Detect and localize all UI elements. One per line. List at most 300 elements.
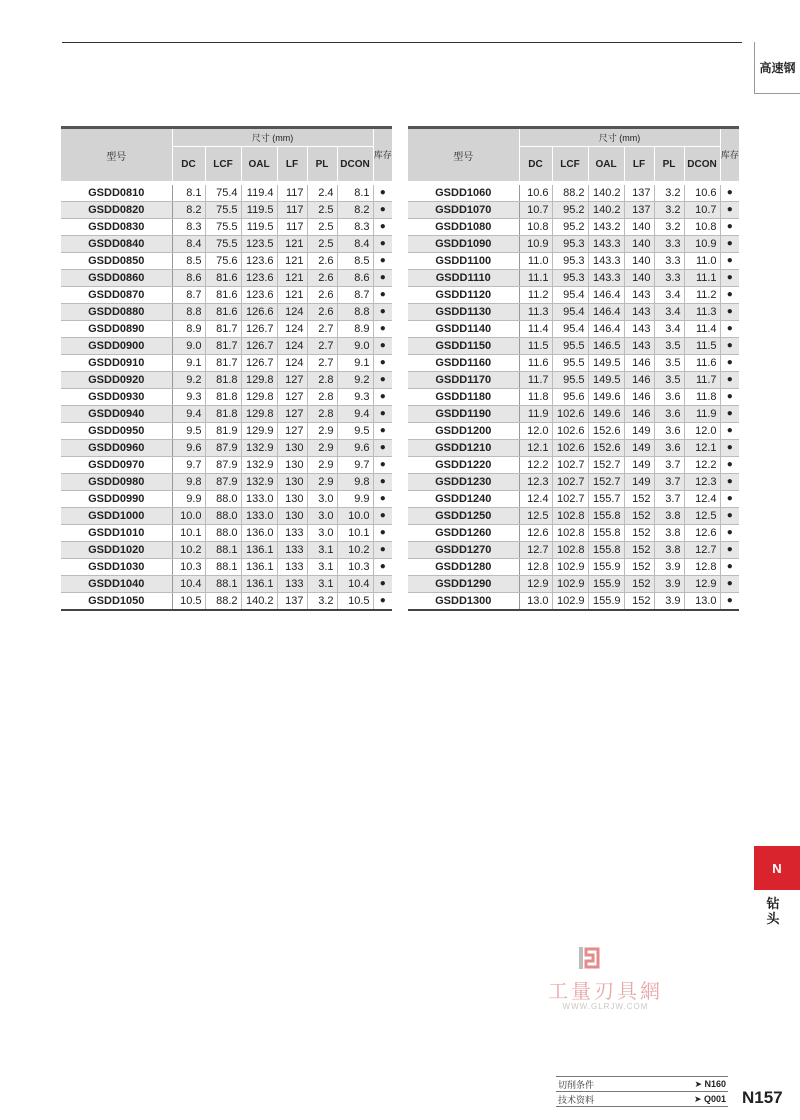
cell-lf: 143 <box>624 287 654 304</box>
cell-model: GSDD1280 <box>408 559 519 576</box>
cell-dcon: 10.1 <box>337 525 373 542</box>
stock-dot-icon: ● <box>373 440 392 457</box>
cell-lcf: 102.8 <box>552 525 588 542</box>
cell-dc: 11.1 <box>519 270 552 287</box>
cell-lcf: 81.6 <box>205 287 241 304</box>
cell-model: GSDD1240 <box>408 491 519 508</box>
side-tab-section-label: 钻头 <box>766 896 780 926</box>
cell-lf: 140 <box>624 253 654 270</box>
cell-dcon: 11.9 <box>684 406 720 423</box>
cell-oal: 129.8 <box>241 372 277 389</box>
cell-lcf: 95.5 <box>552 355 588 372</box>
cell-lf: 149 <box>624 457 654 474</box>
cell-model: GSDD1230 <box>408 474 519 491</box>
cell-model: GSDD1070 <box>408 202 519 219</box>
table-row <box>408 321 739 338</box>
cell-lcf: 81.8 <box>205 389 241 406</box>
cell-dc: 10.8 <box>519 219 552 236</box>
cell-oal: 155.7 <box>588 491 624 508</box>
cell-lf: 152 <box>624 525 654 542</box>
cell-dc: 12.7 <box>519 542 552 559</box>
cell-dc: 12.1 <box>519 440 552 457</box>
table-row <box>408 559 739 576</box>
cell-model: GSDD0890 <box>61 321 172 338</box>
cell-lcf: 102.7 <box>552 474 588 491</box>
stock-dot-icon: ● <box>373 270 392 287</box>
cell-pl: 3.5 <box>654 355 684 372</box>
cell-lcf: 102.7 <box>552 491 588 508</box>
cell-lf: 124 <box>277 321 307 338</box>
cell-dcon: 13.0 <box>684 593 720 611</box>
footer-link-label: 技术资料 <box>558 1094 595 1105</box>
table-row <box>61 474 392 491</box>
cell-lcf: 75.5 <box>205 219 241 236</box>
table-row <box>408 338 739 355</box>
cell-lcf: 95.3 <box>552 253 588 270</box>
cell-dcon: 8.4 <box>337 236 373 253</box>
cell-pl: 3.4 <box>654 321 684 338</box>
side-tab-section-letter: N <box>754 846 800 890</box>
cell-model: GSDD1080 <box>408 219 519 236</box>
cell-lcf: 81.6 <box>205 304 241 321</box>
cell-dcon: 10.5 <box>337 593 373 611</box>
cell-dcon: 10.2 <box>337 542 373 559</box>
header-dcon: DCON <box>684 147 720 182</box>
cell-model: GSDD1090 <box>408 236 519 253</box>
stock-dot-icon: ● <box>720 372 739 389</box>
table-row <box>61 270 392 287</box>
stock-dot-icon: ● <box>720 202 739 219</box>
cell-dc: 8.2 <box>172 202 205 219</box>
cell-lf: 152 <box>624 508 654 525</box>
cell-dcon: 9.7 <box>337 457 373 474</box>
cell-lf: 152 <box>624 593 654 611</box>
header-dcon: DCON <box>337 147 373 182</box>
table-row <box>61 304 392 321</box>
cell-lf: 143 <box>624 304 654 321</box>
cell-pl: 2.8 <box>307 389 337 406</box>
cell-pl: 2.9 <box>307 423 337 440</box>
cell-oal: 136.1 <box>241 559 277 576</box>
cell-model: GSDD0970 <box>61 457 172 474</box>
cell-pl: 2.9 <box>307 474 337 491</box>
cell-pl: 2.5 <box>307 236 337 253</box>
cell-lf: 140 <box>624 270 654 287</box>
cell-lcf: 95.2 <box>552 219 588 236</box>
cell-model: GSDD1100 <box>408 253 519 270</box>
footer-references <box>556 1076 728 1107</box>
cell-lf: 130 <box>277 440 307 457</box>
cell-oal: 123.5 <box>241 236 277 253</box>
cell-pl: 2.7 <box>307 338 337 355</box>
cell-oal: 126.7 <box>241 355 277 372</box>
cell-oal: 123.6 <box>241 253 277 270</box>
cell-model: GSDD1010 <box>61 525 172 542</box>
cell-oal: 140.2 <box>241 593 277 611</box>
cell-model: GSDD1020 <box>61 542 172 559</box>
cell-oal: 132.9 <box>241 457 277 474</box>
cell-pl: 3.0 <box>307 508 337 525</box>
cell-lcf: 95.3 <box>552 270 588 287</box>
cell-dc: 9.7 <box>172 457 205 474</box>
stock-dot-icon: ● <box>373 355 392 372</box>
cell-lcf: 102.6 <box>552 423 588 440</box>
cell-dc: 9.8 <box>172 474 205 491</box>
cell-oal: 155.8 <box>588 508 624 525</box>
cell-lf: 133 <box>277 559 307 576</box>
cell-lf: 149 <box>624 440 654 457</box>
stock-dot-icon: ● <box>720 270 739 287</box>
cell-lf: 130 <box>277 508 307 525</box>
table-row <box>408 593 739 611</box>
cell-lcf: 88.0 <box>205 525 241 542</box>
cell-model: GSDD0880 <box>61 304 172 321</box>
cell-dcon: 10.4 <box>337 576 373 593</box>
header-lf: LF <box>624 147 654 182</box>
cell-lcf: 81.7 <box>205 338 241 355</box>
cell-lf: 143 <box>624 321 654 338</box>
cell-dc: 12.0 <box>519 423 552 440</box>
cell-lf: 133 <box>277 576 307 593</box>
cell-dc: 11.4 <box>519 321 552 338</box>
header-oal: OAL <box>588 147 624 182</box>
cell-lcf: 87.9 <box>205 440 241 457</box>
cell-lf: 130 <box>277 474 307 491</box>
cell-model: GSDD0940 <box>61 406 172 423</box>
cell-dc: 8.4 <box>172 236 205 253</box>
cell-model: GSDD0900 <box>61 338 172 355</box>
cell-dcon: 10.6 <box>684 185 720 202</box>
cell-oal: 152.6 <box>588 440 624 457</box>
header-dc: DC <box>519 147 552 182</box>
cell-pl: 3.8 <box>654 508 684 525</box>
table-row <box>408 576 739 593</box>
table-row <box>408 440 739 457</box>
cell-dcon: 9.4 <box>337 406 373 423</box>
cell-dcon: 12.3 <box>684 474 720 491</box>
cell-dc: 10.2 <box>172 542 205 559</box>
watermark-url: WWW.GLRJW.COM <box>562 1002 649 1011</box>
cell-lcf: 95.4 <box>552 321 588 338</box>
table-row <box>408 304 739 321</box>
cell-model: GSDD0840 <box>61 236 172 253</box>
cell-pl: 3.3 <box>654 253 684 270</box>
cell-oal: 123.6 <box>241 270 277 287</box>
cell-oal: 146.4 <box>588 287 624 304</box>
cell-model: GSDD1290 <box>408 576 519 593</box>
cell-dcon: 12.9 <box>684 576 720 593</box>
header-model: 型号 <box>408 128 519 182</box>
cell-pl: 2.9 <box>307 440 337 457</box>
cell-oal: 146.5 <box>588 338 624 355</box>
cell-pl: 3.6 <box>654 440 684 457</box>
cell-pl: 3.7 <box>654 491 684 508</box>
cell-model: GSDD1130 <box>408 304 519 321</box>
cell-lcf: 95.4 <box>552 287 588 304</box>
cell-lcf: 81.6 <box>205 270 241 287</box>
cell-oal: 155.9 <box>588 559 624 576</box>
table-row <box>61 440 392 457</box>
cell-dcon: 11.0 <box>684 253 720 270</box>
cell-oal: 132.9 <box>241 440 277 457</box>
footer-link-cutting-conditions[interactable] <box>556 1076 728 1091</box>
cell-oal: 146.4 <box>588 304 624 321</box>
cell-lf: 127 <box>277 423 307 440</box>
table-row <box>61 372 392 389</box>
stock-dot-icon: ● <box>373 406 392 423</box>
cell-lf: 152 <box>624 491 654 508</box>
table-row <box>408 253 739 270</box>
cell-lf: 127 <box>277 372 307 389</box>
cell-model: GSDD1140 <box>408 321 519 338</box>
table-row <box>408 474 739 491</box>
watermark-logo-icon <box>578 946 600 970</box>
cell-dc: 11.6 <box>519 355 552 372</box>
stock-dot-icon: ● <box>373 559 392 576</box>
cell-lcf: 88.0 <box>205 491 241 508</box>
cell-pl: 2.5 <box>307 202 337 219</box>
cell-oal: 119.4 <box>241 185 277 202</box>
cell-model: GSDD0930 <box>61 389 172 406</box>
table-row <box>408 491 739 508</box>
cell-pl: 2.7 <box>307 321 337 338</box>
cell-dcon: 9.6 <box>337 440 373 457</box>
stock-dot-icon: ● <box>373 508 392 525</box>
table-row <box>61 355 392 372</box>
cell-lcf: 81.7 <box>205 321 241 338</box>
cell-lf: 149 <box>624 474 654 491</box>
cell-dc: 11.9 <box>519 406 552 423</box>
cell-dcon: 11.6 <box>684 355 720 372</box>
cell-dcon: 12.4 <box>684 491 720 508</box>
footer-link-ref: ➤ N160 <box>694 1078 726 1089</box>
cell-dcon: 12.8 <box>684 559 720 576</box>
table-body-right <box>408 185 739 610</box>
cell-pl: 3.2 <box>654 219 684 236</box>
cell-pl: 3.2 <box>654 202 684 219</box>
cell-pl: 3.7 <box>654 457 684 474</box>
stock-dot-icon: ● <box>373 185 392 202</box>
cell-pl: 2.4 <box>307 185 337 202</box>
cell-dcon: 10.0 <box>337 508 373 525</box>
cell-oal: 123.6 <box>241 287 277 304</box>
cell-model: GSDD1150 <box>408 338 519 355</box>
cell-dc: 12.8 <box>519 559 552 576</box>
cell-dcon: 8.6 <box>337 270 373 287</box>
stock-dot-icon: ● <box>720 423 739 440</box>
table-row <box>408 542 739 559</box>
page-number: N157 <box>742 1088 783 1107</box>
cell-lf: 127 <box>277 406 307 423</box>
cell-oal: 119.5 <box>241 219 277 236</box>
cell-lcf: 87.9 <box>205 457 241 474</box>
cell-dcon: 8.5 <box>337 253 373 270</box>
stock-dot-icon: ● <box>373 491 392 508</box>
cell-dc: 11.3 <box>519 304 552 321</box>
cell-lcf: 102.6 <box>552 406 588 423</box>
stock-dot-icon: ● <box>720 355 739 372</box>
cell-dcon: 11.3 <box>684 304 720 321</box>
cell-lf: 140 <box>624 236 654 253</box>
cell-model: GSDD1060 <box>408 185 519 202</box>
side-tab-category: 高速钢 <box>754 42 800 94</box>
cell-dcon: 8.7 <box>337 287 373 304</box>
cell-lcf: 95.2 <box>552 202 588 219</box>
cell-dcon: 8.8 <box>337 304 373 321</box>
cell-dcon: 8.9 <box>337 321 373 338</box>
cell-model: GSDD0950 <box>61 423 172 440</box>
cell-dcon: 9.3 <box>337 389 373 406</box>
table-row <box>61 389 392 406</box>
cell-lf: 133 <box>277 525 307 542</box>
cell-model: GSDD0990 <box>61 491 172 508</box>
cell-pl: 3.8 <box>654 542 684 559</box>
cell-lf: 146 <box>624 355 654 372</box>
cell-model: GSDD0830 <box>61 219 172 236</box>
cell-oal: 126.7 <box>241 321 277 338</box>
cell-lf: 146 <box>624 406 654 423</box>
cell-pl: 3.9 <box>654 576 684 593</box>
cell-dcon: 10.8 <box>684 219 720 236</box>
cell-model: GSDD0960 <box>61 440 172 457</box>
cell-dc: 10.0 <box>172 508 205 525</box>
cell-pl: 2.8 <box>307 406 337 423</box>
cell-model: GSDD1200 <box>408 423 519 440</box>
table-row <box>61 202 392 219</box>
cell-model: GSDD1250 <box>408 508 519 525</box>
header-stock: 库存 <box>373 128 392 182</box>
cell-oal: 136.1 <box>241 542 277 559</box>
cell-dc: 8.8 <box>172 304 205 321</box>
cell-dc: 11.7 <box>519 372 552 389</box>
table-row <box>408 202 739 219</box>
cell-lcf: 87.9 <box>205 474 241 491</box>
cell-lcf: 81.7 <box>205 355 241 372</box>
cell-lcf: 88.2 <box>205 593 241 611</box>
cell-model: GSDD0910 <box>61 355 172 372</box>
table-row <box>61 338 392 355</box>
header-lf: LF <box>277 147 307 182</box>
stock-dot-icon: ● <box>720 508 739 525</box>
cell-lf: 133 <box>277 542 307 559</box>
cell-dcon: 8.2 <box>337 202 373 219</box>
cell-oal: 143.2 <box>588 219 624 236</box>
cell-dc: 8.9 <box>172 321 205 338</box>
cell-lcf: 75.4 <box>205 185 241 202</box>
cell-lf: 127 <box>277 389 307 406</box>
stock-dot-icon: ● <box>720 236 739 253</box>
cell-lcf: 81.8 <box>205 372 241 389</box>
cell-dc: 9.0 <box>172 338 205 355</box>
stock-dot-icon: ● <box>720 491 739 508</box>
cell-lf: 152 <box>624 542 654 559</box>
stock-dot-icon: ● <box>720 338 739 355</box>
cell-lf: 137 <box>277 593 307 611</box>
table-row <box>61 508 392 525</box>
cell-oal: 152.6 <box>588 423 624 440</box>
watermark-text: 工量刃具網 <box>548 979 663 1003</box>
cell-lcf: 88.0 <box>205 508 241 525</box>
cell-dc: 8.6 <box>172 270 205 287</box>
table-row <box>408 355 739 372</box>
cell-lf: 124 <box>277 355 307 372</box>
cell-pl: 3.1 <box>307 576 337 593</box>
cell-lcf: 95.6 <box>552 389 588 406</box>
header-model: 型号 <box>61 128 172 182</box>
cell-lf: 121 <box>277 270 307 287</box>
stock-dot-icon: ● <box>720 389 739 406</box>
cell-model: GSDD1170 <box>408 372 519 389</box>
cell-lf: 143 <box>624 338 654 355</box>
cell-lf: 124 <box>277 304 307 321</box>
cell-oal: 143.3 <box>588 253 624 270</box>
table-row <box>408 270 739 287</box>
cell-dc: 8.7 <box>172 287 205 304</box>
cell-lf: 121 <box>277 287 307 304</box>
cell-pl: 3.1 <box>307 559 337 576</box>
cell-model: GSDD1270 <box>408 542 519 559</box>
cell-lf: 152 <box>624 576 654 593</box>
cell-model: GSDD0850 <box>61 253 172 270</box>
cell-dcon: 8.3 <box>337 219 373 236</box>
table-row <box>61 542 392 559</box>
cell-lf: 117 <box>277 219 307 236</box>
cell-lcf: 102.9 <box>552 576 588 593</box>
stock-dot-icon: ● <box>373 525 392 542</box>
cell-model: GSDD1110 <box>408 270 519 287</box>
cell-model: GSDD1190 <box>408 406 519 423</box>
stock-dot-icon: ● <box>373 287 392 304</box>
table-row <box>408 219 739 236</box>
stock-dot-icon: ● <box>373 389 392 406</box>
footer-link-technical-data[interactable] <box>556 1091 728 1107</box>
cell-dc: 8.1 <box>172 185 205 202</box>
cell-model: GSDD1300 <box>408 593 519 611</box>
cell-oal: 155.8 <box>588 525 624 542</box>
stock-dot-icon: ● <box>373 542 392 559</box>
table-row <box>61 457 392 474</box>
cell-lcf: 75.5 <box>205 236 241 253</box>
table-row <box>408 236 739 253</box>
stock-dot-icon: ● <box>720 576 739 593</box>
cell-lcf: 75.5 <box>205 202 241 219</box>
stock-dot-icon: ● <box>720 457 739 474</box>
cell-lcf: 88.1 <box>205 576 241 593</box>
cell-dc: 11.8 <box>519 389 552 406</box>
cell-dcon: 11.1 <box>684 270 720 287</box>
cell-lcf: 102.8 <box>552 542 588 559</box>
table-body-left <box>61 185 392 610</box>
stock-dot-icon: ● <box>720 219 739 236</box>
cell-dcon: 11.8 <box>684 389 720 406</box>
cell-lcf: 102.6 <box>552 440 588 457</box>
cell-model: GSDD1050 <box>61 593 172 611</box>
cell-oal: 152.7 <box>588 457 624 474</box>
cell-oal: 143.3 <box>588 270 624 287</box>
stock-dot-icon: ● <box>720 287 739 304</box>
cell-pl: 3.9 <box>654 559 684 576</box>
cell-dcon: 10.3 <box>337 559 373 576</box>
cell-dc: 9.2 <box>172 372 205 389</box>
spec-table-left <box>61 126 392 611</box>
cell-pl: 3.3 <box>654 236 684 253</box>
header-lcf: LCF <box>552 147 588 182</box>
cell-dc: 10.9 <box>519 236 552 253</box>
cell-lcf: 95.4 <box>552 304 588 321</box>
cell-lf: 140 <box>624 219 654 236</box>
cell-dc: 10.5 <box>172 593 205 611</box>
cell-dcon: 12.0 <box>684 423 720 440</box>
